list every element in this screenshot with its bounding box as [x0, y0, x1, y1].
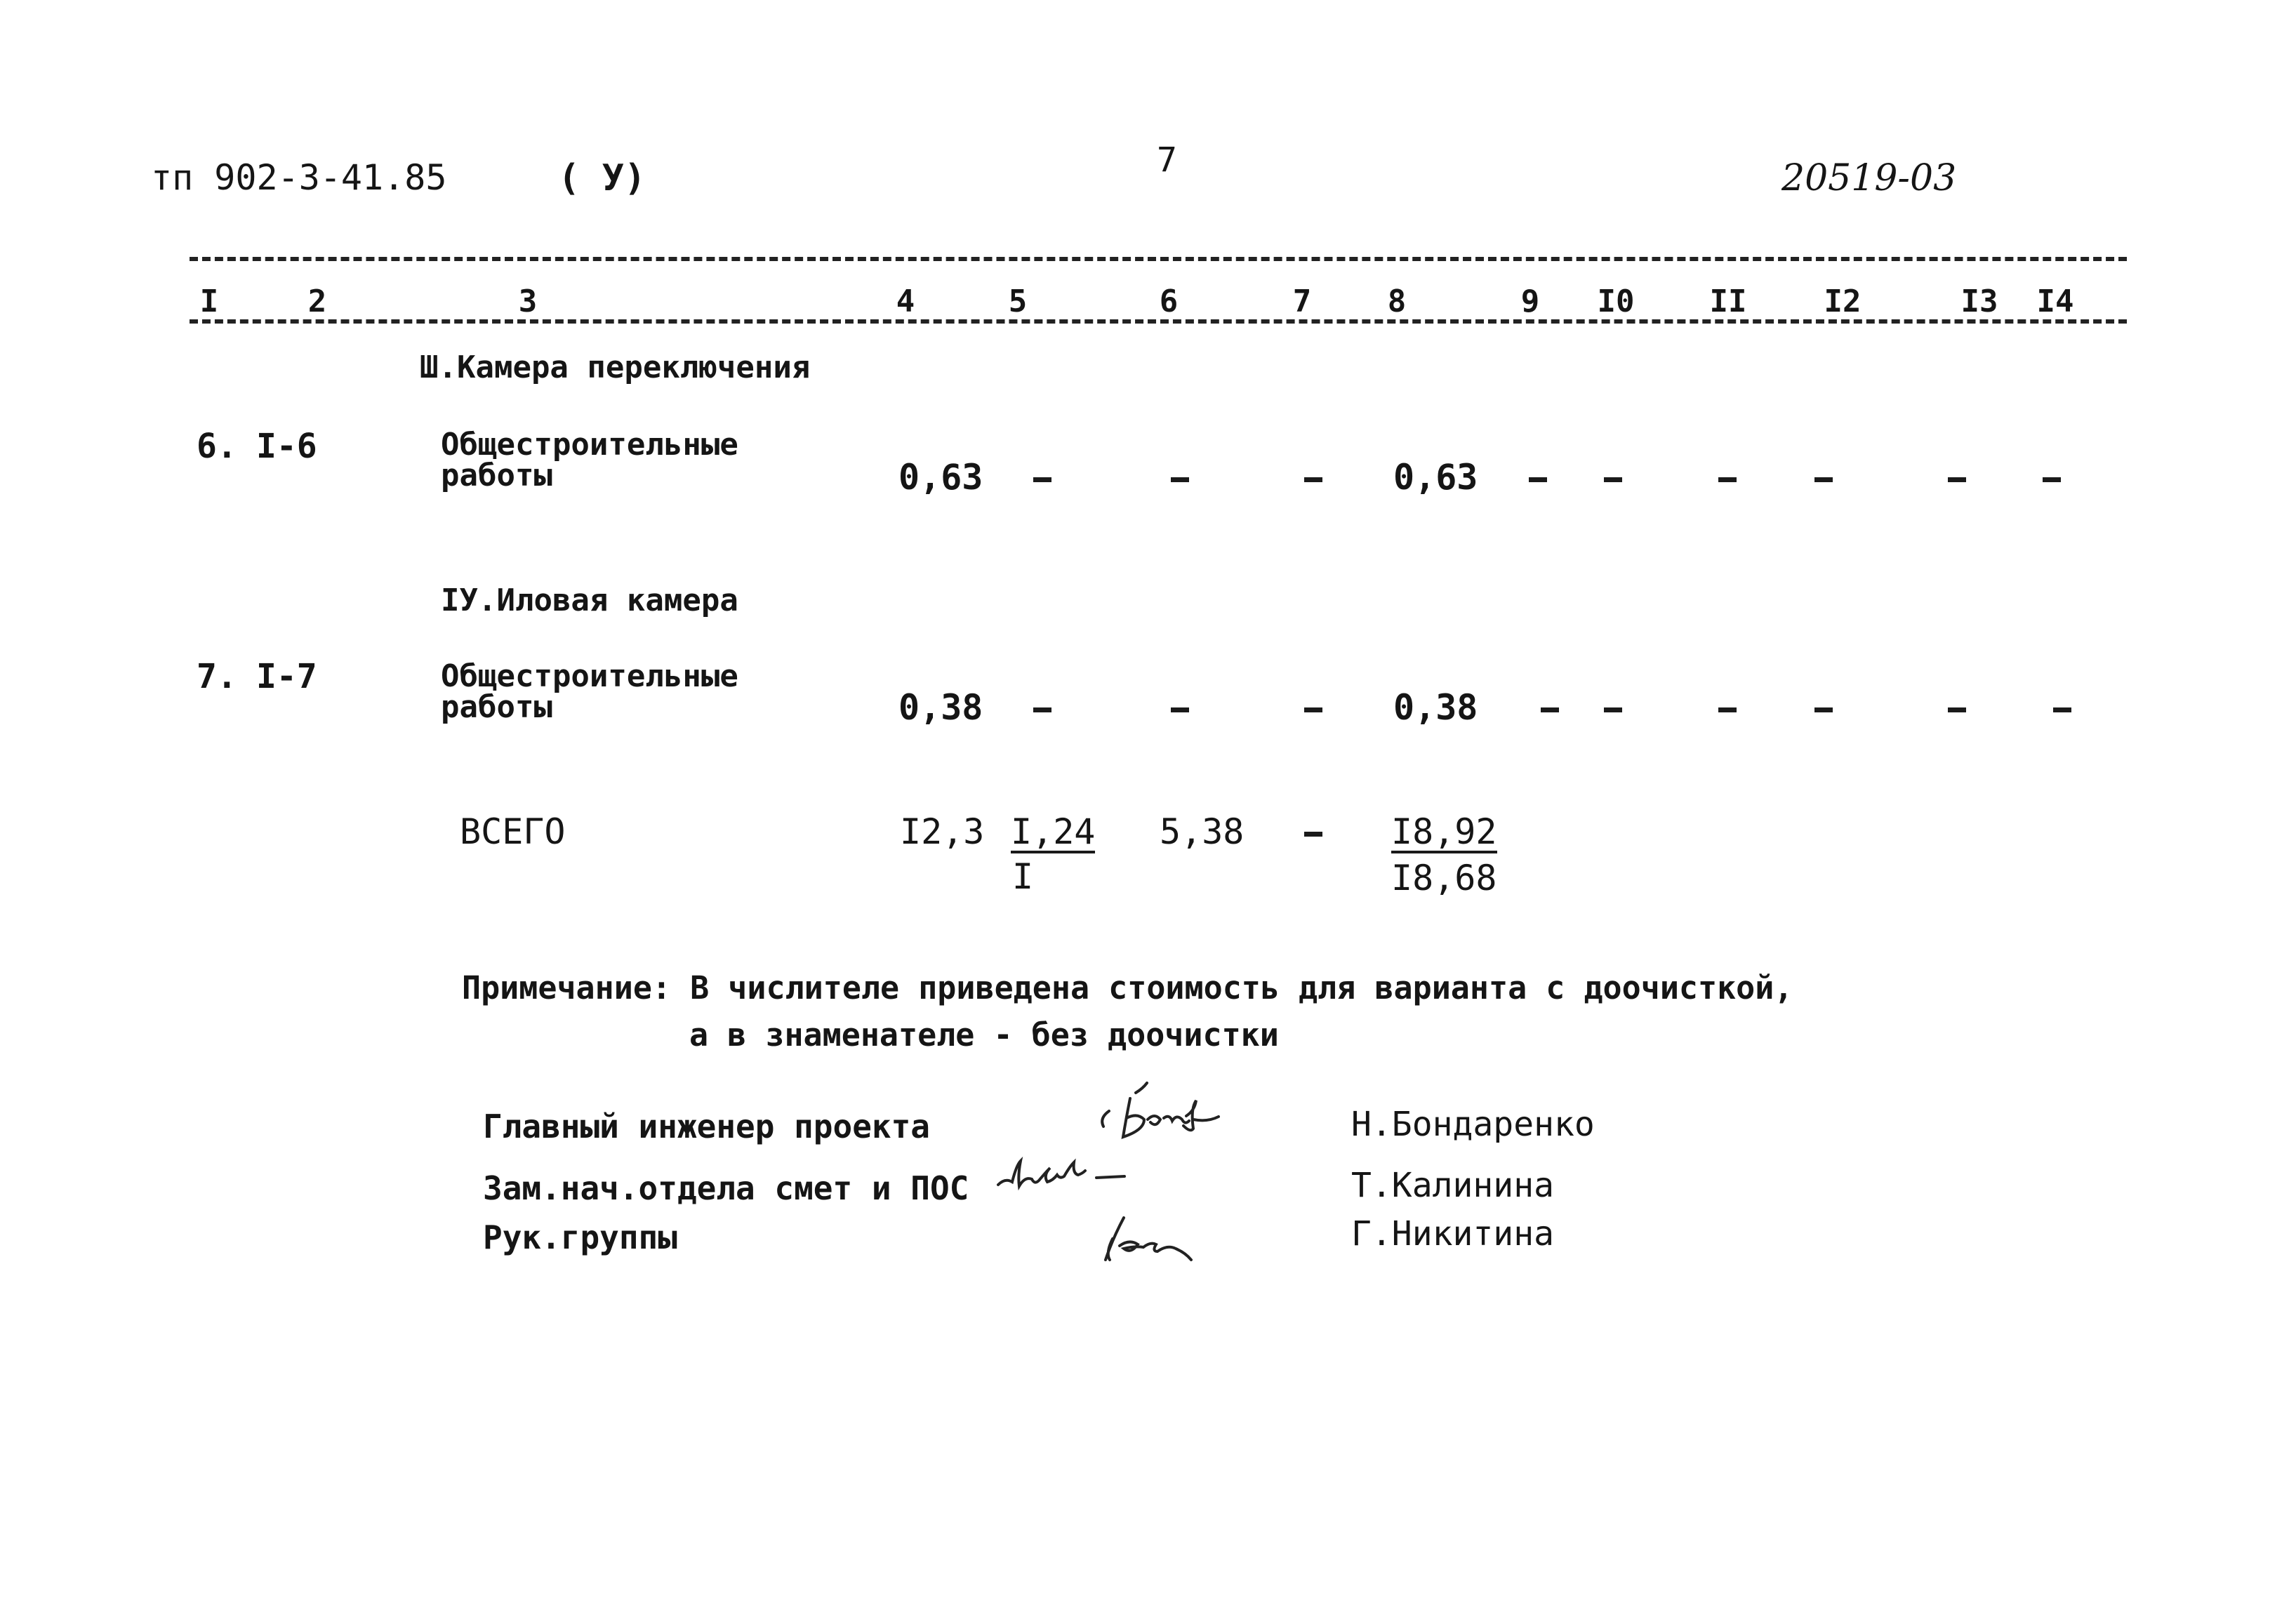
cell-col4: 0,63 — [898, 457, 983, 498]
cell-col4: 0,38 — [898, 687, 983, 728]
total-col5-denominator: I — [1012, 856, 1034, 897]
dash-col13 — [1948, 707, 1966, 712]
dash-col12 — [1814, 707, 1833, 712]
col-num-2: 2 — [307, 284, 327, 319]
handwritten-signature — [1081, 1077, 1249, 1155]
col-num-1: I — [199, 284, 219, 319]
row-name-line2: работы — [441, 689, 552, 725]
dash-col7 — [1304, 477, 1322, 482]
col-num-11: II — [1709, 284, 1747, 319]
row-code: I-7 — [256, 657, 317, 696]
dash-col7 — [1304, 707, 1322, 712]
col-num-7: 7 — [1292, 284, 1312, 319]
dash-col13 — [1948, 477, 1966, 482]
total-col8-denominator: I8,68 — [1391, 858, 1497, 898]
dash-col5 — [1033, 707, 1051, 712]
volume-mark: ( У) — [558, 157, 646, 199]
cell-col8: 0,63 — [1393, 457, 1478, 498]
col-num-3: 3 — [518, 284, 538, 319]
note-line1: Примечание: В числителе приведена стоимость для варианта с доочисткой, — [462, 969, 1793, 1006]
section-title: IУ.Иловая камера — [441, 583, 738, 618]
handwritten-signature — [1091, 1211, 1232, 1267]
col-num-9: 9 — [1520, 284, 1540, 319]
dash-col6 — [1171, 707, 1189, 712]
table-header-rule — [190, 319, 2127, 324]
row-code: I-6 — [256, 427, 317, 466]
dash-col9 — [1529, 477, 1547, 482]
page-number: 7 — [1157, 140, 1177, 180]
signer-name: Т.Калинина — [1351, 1166, 1554, 1205]
table-top-rule — [190, 257, 2127, 261]
cell-col8: 0,38 — [1393, 687, 1478, 728]
dash-col9 — [1541, 707, 1559, 712]
row-number: 7. — [197, 657, 237, 696]
dash-col6 — [1171, 477, 1189, 482]
dash-col14 — [2043, 477, 2061, 482]
dash-col12 — [1814, 477, 1833, 482]
col-num-12: I2 — [1824, 284, 1862, 319]
row-name-line1: Общестроительные — [441, 658, 738, 694]
signature-role: Рук.группы — [483, 1218, 677, 1256]
dash-col11 — [1718, 477, 1737, 482]
col-num-10: I0 — [1597, 284, 1635, 319]
signature-role: Главный инженер проекта — [483, 1108, 930, 1145]
dash-col10 — [1604, 707, 1622, 712]
col-num-14: I4 — [2036, 284, 2074, 319]
total-col5-numerator: I,24 — [1011, 811, 1096, 852]
row-number: 6. — [197, 427, 237, 466]
note-line2: а в знаменателе - без доочистки — [689, 1016, 1279, 1053]
col-num-5: 5 — [1008, 284, 1028, 319]
total-label: ВСЕГО — [460, 811, 566, 852]
dash-col10 — [1604, 477, 1622, 482]
signer-name: Г.Никитина — [1351, 1214, 1554, 1254]
handwritten-signature — [991, 1157, 1153, 1199]
col-num-13: I3 — [1960, 284, 1998, 319]
total-col7-dash — [1304, 832, 1322, 837]
col-num-8: 8 — [1387, 284, 1407, 319]
dash-col5 — [1033, 477, 1051, 482]
dash-col11 — [1718, 707, 1737, 712]
row-name-line1: Общестроительные — [441, 427, 738, 463]
dash-col14 — [2053, 707, 2071, 712]
signer-name: Н.Бондаренко — [1351, 1105, 1595, 1144]
col-num-4: 4 — [896, 284, 915, 319]
total-col6: 5,38 — [1160, 811, 1245, 852]
archive-number: 20519-03 — [1781, 157, 1957, 199]
total-col8-numerator: I8,92 — [1391, 811, 1497, 852]
row-name-line2: работы — [441, 458, 552, 493]
signature-role: Зам.нач.отдела смет и ПОС — [483, 1169, 969, 1207]
total-col4: I2,3 — [900, 811, 985, 852]
section-title: Ш.Камера переключения — [420, 350, 811, 385]
col-num-6: 6 — [1159, 284, 1179, 319]
doc-code: тп 902-3-41.85 — [151, 157, 447, 198]
